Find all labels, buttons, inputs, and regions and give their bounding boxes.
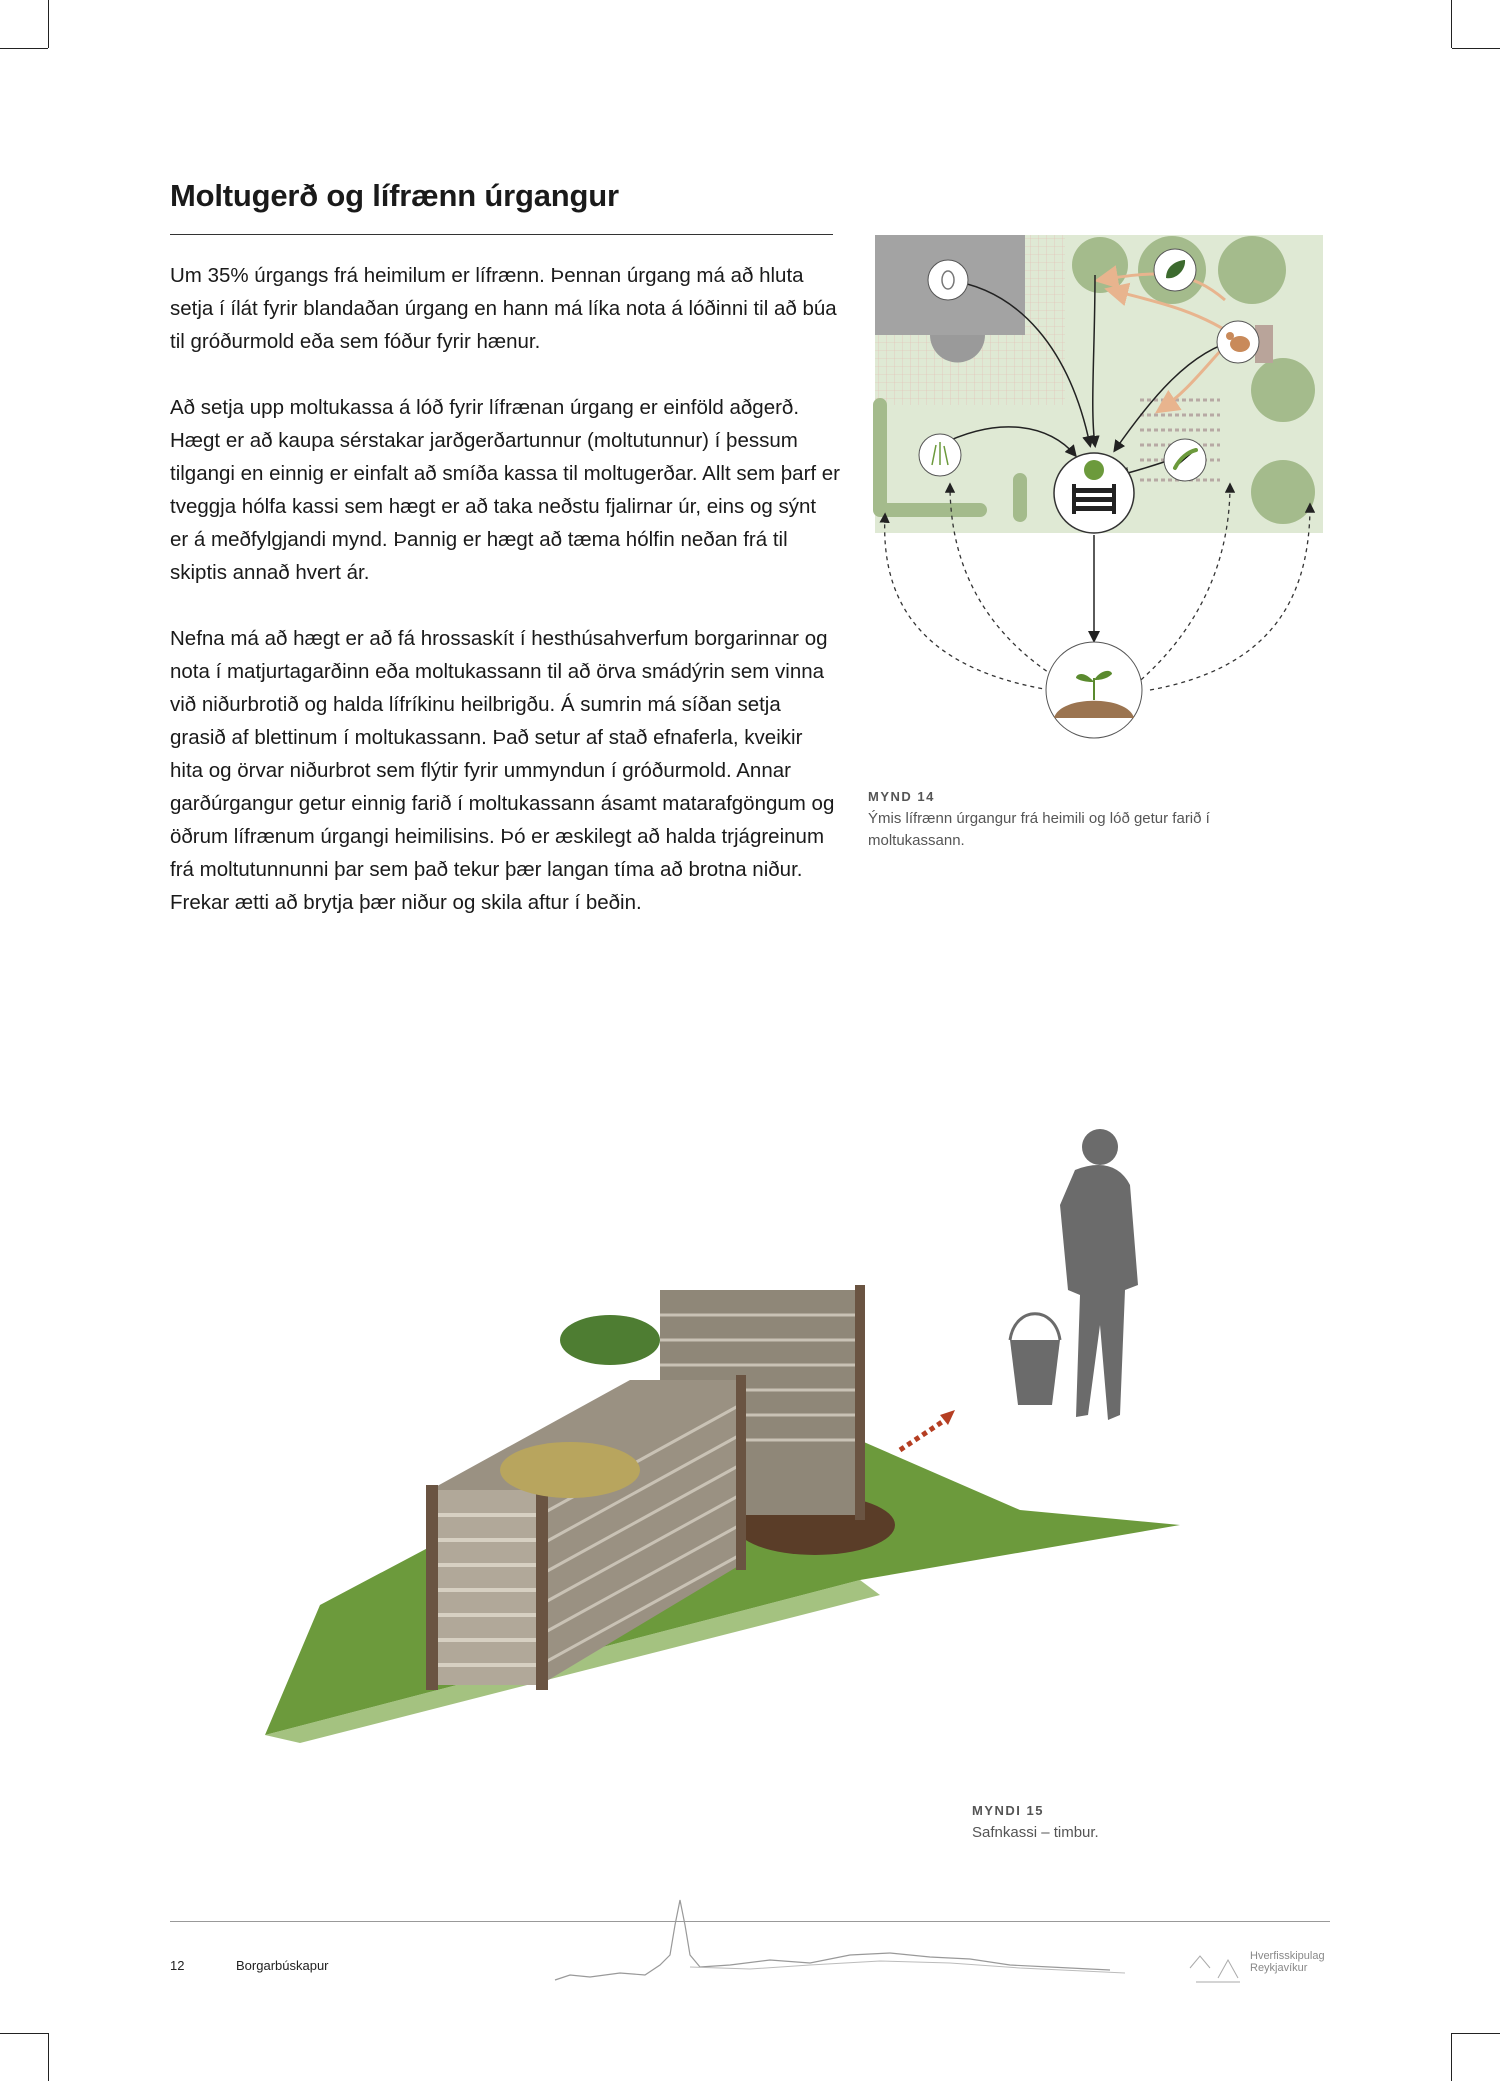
compost-box-illustration bbox=[240, 1125, 1200, 1745]
leaf-icon bbox=[1154, 249, 1196, 291]
chicken-icon bbox=[1217, 321, 1259, 363]
figure-14-caption bbox=[868, 786, 1228, 852]
vegetable-icon bbox=[1164, 439, 1206, 481]
body-paragraph: Nefna má að hægt er að fá hrossaskít í hesthúsahverfum borgarinnar og nota í matjurtagarðinn eða moltukassann til að örva smádýrin sem vinna við niðurbrotið og halda lífríkinu heilbrigðu. Á sumrin má síðan setja grasið af blettinum í moltukassann. Það setur af stað efnaferla, kveikir hita og örvar niðurbrot sem flýtir fyrir ummyndun í gróðurmold. Annar garðúrgangur getur einnig farið í moltukassann ásamt matarafgöngum og öðrum lífrænum úrgangi heimilisins. Þó er æskilegt að halda trjágreinum frá moltutunnunni þar sem það tekur þær langan tíma að brotna niður. Frekar ætti að brytja þær niður og skila aftur í beðin. bbox=[170, 627, 835, 914]
crop-mark bbox=[1451, 2033, 1452, 2081]
tree bbox=[1218, 236, 1286, 304]
logo-text: Hverfisskipulag Reykjavíkur bbox=[1250, 1950, 1325, 1974]
figure-15-caption bbox=[972, 1800, 1272, 1844]
footer-divider bbox=[170, 1921, 1330, 1922]
figure-15-text: Safnkassi – timbur. bbox=[972, 1824, 1099, 1841]
soil-seedling-icon bbox=[1046, 642, 1142, 738]
figure-15-label: MYNDI 15 bbox=[972, 1803, 1044, 1818]
corner-post bbox=[736, 1375, 746, 1570]
compost-flow-diagram bbox=[870, 230, 1330, 750]
crop-mark bbox=[0, 2033, 48, 2034]
page-number: 12 bbox=[170, 1958, 185, 1973]
tree bbox=[1251, 460, 1315, 524]
food-waste-icon bbox=[928, 260, 968, 300]
corner-post bbox=[426, 1485, 438, 1690]
grass-clippings-icon bbox=[919, 434, 961, 476]
crop-mark bbox=[48, 2033, 49, 2081]
plant-waste bbox=[560, 1315, 660, 1365]
compost-bin-icon bbox=[1054, 453, 1134, 533]
figure-14-label: MYND 14 bbox=[868, 789, 935, 804]
skyline-drawing bbox=[550, 1895, 1130, 1985]
front-box-face bbox=[430, 1490, 540, 1685]
corner-post bbox=[855, 1285, 865, 1520]
food-scraps bbox=[500, 1442, 640, 1498]
hverfisskipulag-logo bbox=[1188, 1948, 1248, 1986]
body-paragraph: Að setja upp moltukassa á lóð fyrir lífrænan úrgang er einföld aðgerð. Hægt er að kaupa sérstakar jarðgerðartunnur (moltutunnur) í þessum tilgangi en einnig er einfalt að smíða kassa til moltugerðar. Allt sem þarf er tveggja hólfa kassi sem hægt er að taka neðstu fjalirnar úr, eins og sýnt er á meðfylgjandi mynd. Þannig er hægt að tæma hólfin neðan frá til skiptis annað hvert ár. bbox=[170, 396, 841, 584]
crop-mark bbox=[0, 48, 48, 49]
person-with-bucket bbox=[1010, 1129, 1138, 1420]
crop-mark bbox=[48, 0, 49, 48]
tree bbox=[1072, 237, 1128, 293]
tree bbox=[1251, 358, 1315, 422]
page-title: Moltugerð og lífrænn úrgangur bbox=[170, 178, 619, 213]
corner-post bbox=[536, 1485, 548, 1690]
publication-name: Borgarbúskapur bbox=[236, 1958, 329, 1973]
removal-arrow bbox=[900, 1420, 945, 1450]
crop-mark bbox=[1452, 48, 1500, 49]
figure-14-text: Ýmis lífrænn úrgangur frá heimili og lóð getur farið í moltukassann. bbox=[868, 810, 1210, 849]
title-divider bbox=[170, 234, 833, 235]
crop-mark bbox=[1451, 0, 1452, 48]
body-paragraph: Um 35% úrgangs frá heimilum er lífrænn. Þennan úrgang má að hluta setja í ílát fyrir blandaðan úrgang en hann má líka nota á lóðinni til að búa til gróðurmold eða sem fóður fyrir hænur. bbox=[170, 264, 837, 353]
crop-mark bbox=[1452, 2033, 1500, 2034]
